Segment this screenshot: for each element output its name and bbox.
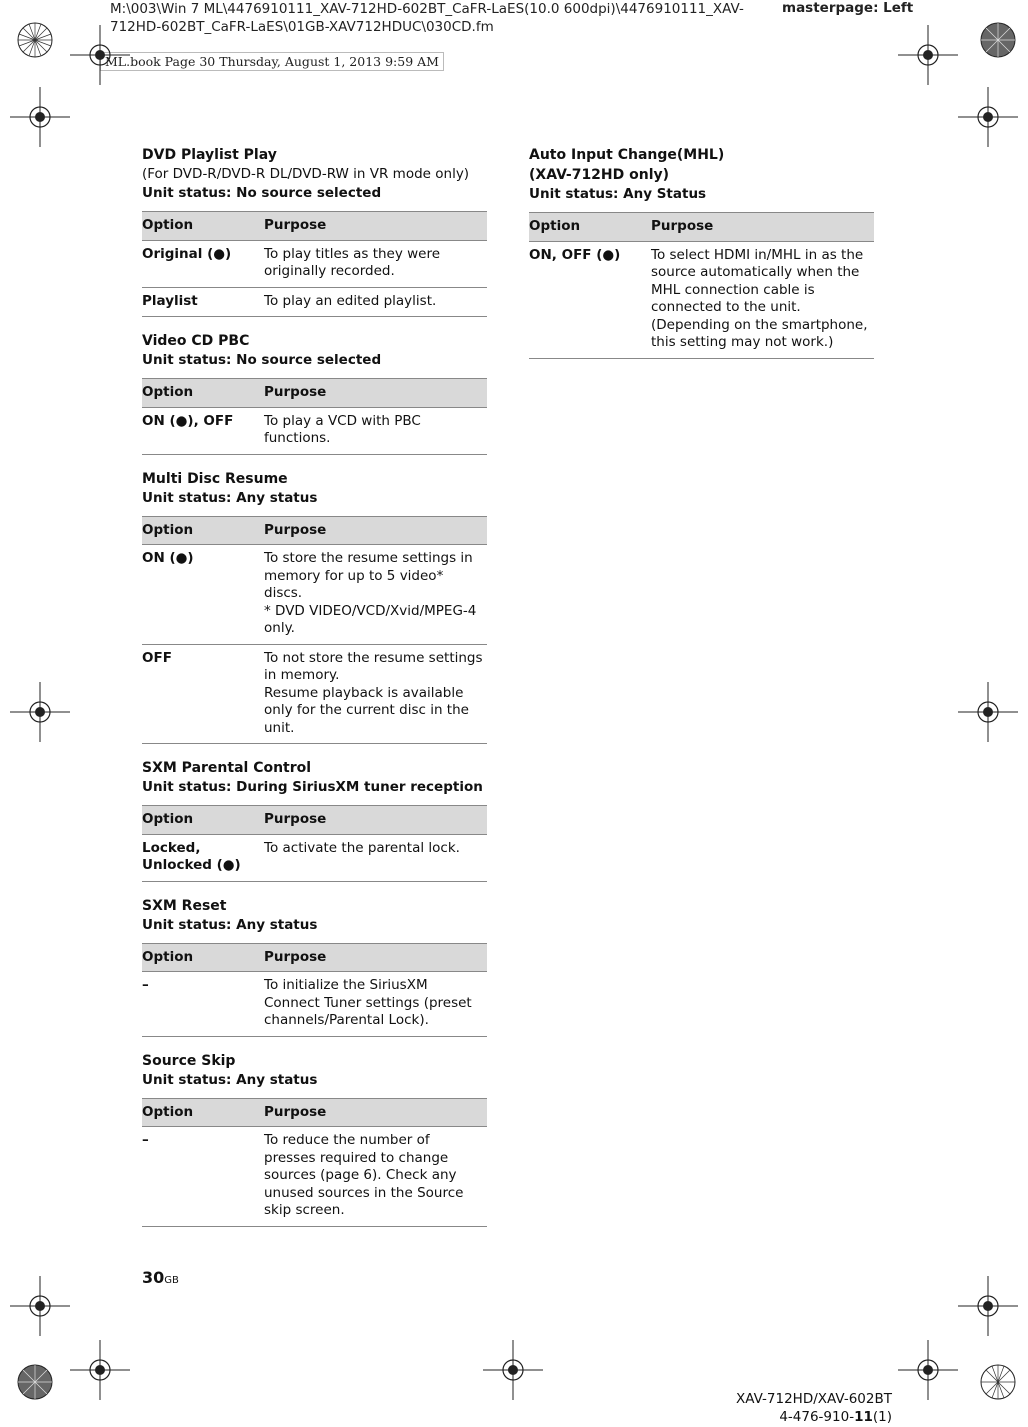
column-header-purpose: Purpose	[264, 212, 487, 241]
masterpage-label: masterpage: Left	[782, 0, 914, 16]
table-row	[142, 834, 487, 881]
page-number-value: 30	[142, 1268, 165, 1287]
option-cell: Original (●)	[142, 240, 264, 287]
column-header-option: Option	[142, 212, 264, 241]
column-header-purpose: Purpose	[264, 379, 487, 408]
registration-mark-icon	[10, 1276, 70, 1336]
registration-mark-icon	[958, 87, 1018, 147]
section-multi-disc-resume	[142, 469, 487, 745]
option-cell: ON (●)	[142, 545, 264, 645]
registration-mark-icon	[958, 1276, 1018, 1336]
section-sxm-parental-control	[142, 758, 487, 882]
file-path-header: M:\003\Win 7 ML\4476910111_XAV-712HD-602BT_CaFR-LaES(10.0 600dpi)\4476910111_XAV-712HD-602BT_CaFR-LaES\01GB-XAV712HDUC\030CD.fm	[110, 1, 744, 35]
purpose-cell: To select HDMI in/MHL in as the source automatically when the MHL connection cable is connected to the unit. (Depending on the smartphone, this setting may not work.)	[651, 241, 874, 358]
unit-status: Unit status: Any status	[142, 916, 318, 933]
crop-mark-icon	[978, 1362, 1018, 1402]
section-title: Multi Disc Resume	[142, 470, 288, 487]
section-auto-input-change	[529, 145, 874, 359]
column-header-purpose: Purpose	[264, 806, 487, 835]
option-cell: ON, OFF (●)	[529, 241, 651, 358]
purpose-cell: To not store the resume settings in memory. Resume playback is available only for the current disc in the unit.	[264, 644, 487, 744]
section-video-cd-pbc	[142, 331, 487, 455]
footer-code-rev: (1)	[872, 1409, 892, 1425]
purpose-cell: To store the resume settings in memory for up to 5 video* discs. * DVD VIDEO/VCD/Xvid/MPEG-4 only.	[264, 545, 487, 645]
purpose-cell: To initialize the SiriusXM Connect Tuner settings (preset channels/Parental Lock).	[264, 972, 487, 1037]
footer-code-bold: 11	[854, 1409, 873, 1425]
section-title: Video CD PBC	[142, 333, 250, 349]
column-header-purpose: Purpose	[264, 943, 487, 972]
crop-mark-icon	[15, 20, 55, 60]
table-row	[142, 1127, 487, 1227]
unit-status: Unit status: Any Status	[529, 186, 707, 202]
unit-status: Unit status: No source selected	[142, 352, 382, 368]
column-header-option: Option	[142, 806, 264, 835]
purpose-cell: To play titles as they were originally recorded.	[264, 240, 487, 287]
crop-mark-icon	[978, 20, 1018, 60]
registration-mark-icon	[483, 1340, 543, 1400]
table-row	[142, 407, 487, 454]
registration-mark-icon	[70, 1340, 130, 1400]
table-row	[142, 644, 487, 744]
footer-code: 4-476-910-	[779, 1409, 855, 1425]
table-row	[529, 241, 874, 358]
option-cell: Playlist	[142, 287, 264, 317]
purpose-cell: To play an edited playlist.	[264, 287, 487, 317]
option-cell: ON (●), OFF	[142, 407, 264, 454]
table-row	[142, 545, 487, 645]
options-table	[142, 805, 487, 882]
section-title: SXM Parental Control	[142, 760, 312, 776]
unit-status: Unit status: Any status	[142, 489, 318, 506]
section-sxm-reset	[142, 896, 487, 1037]
options-table	[142, 1098, 487, 1227]
footer-model: XAV-712HD/XAV-602BT	[735, 1391, 892, 1407]
purpose-cell: To reduce the number of presses required to change sources (page 6). Check any unused sources in the Source skip screen.	[264, 1127, 487, 1227]
unit-status: Unit status: Any status	[142, 1071, 318, 1088]
option-cell: –	[142, 972, 264, 1037]
options-table	[142, 943, 487, 1037]
column-header-purpose: Purpose	[651, 213, 874, 242]
options-table	[142, 211, 487, 317]
options-table	[142, 378, 487, 455]
footer-model-code	[736, 1390, 892, 1426]
book-info-line: ML.book Page 30 Thursday, August 1, 2013 9:59 AM	[100, 52, 444, 71]
unit-status: Unit status: No source selected	[142, 185, 382, 201]
registration-mark-icon	[898, 25, 958, 85]
section-title: DVD Playlist Play	[142, 147, 277, 163]
registration-mark-icon	[70, 25, 130, 85]
page-number	[142, 1268, 179, 1287]
column-header-option: Option	[142, 943, 264, 972]
options-table	[142, 516, 487, 745]
purpose-cell: To play a VCD with PBC functions.	[264, 407, 487, 454]
options-table	[529, 212, 874, 359]
crop-mark-icon	[15, 1362, 55, 1402]
section-subtitle: (For DVD-R/DVD-R DL/DVD-RW in VR mode only)	[142, 166, 470, 182]
page-suffix: GB	[164, 1275, 179, 1286]
column-header-purpose: Purpose	[264, 516, 487, 545]
column-header-option: Option	[142, 379, 264, 408]
right-column	[529, 145, 874, 373]
table-row	[142, 972, 487, 1037]
column-header-option: Option	[529, 213, 651, 242]
registration-mark-icon	[10, 87, 70, 147]
purpose-cell: To activate the parental lock.	[264, 834, 487, 881]
unit-status: Unit status: During SiriusXM tuner reception	[142, 779, 483, 795]
registration-mark-icon	[958, 682, 1018, 742]
section-title: SXM Reset	[142, 897, 227, 914]
column-header-option: Option	[142, 516, 264, 545]
left-column	[142, 145, 487, 1241]
option-cell: OFF	[142, 644, 264, 744]
column-header-option: Option	[142, 1098, 264, 1127]
table-row	[142, 287, 487, 317]
column-header-purpose: Purpose	[264, 1098, 487, 1127]
section-source-skip	[142, 1051, 487, 1227]
option-cell: Locked, Unlocked (●)	[142, 834, 264, 881]
table-row	[142, 240, 487, 287]
section-title: Source Skip	[142, 1052, 236, 1069]
section-dvd-playlist-play	[142, 145, 487, 317]
section-title: Auto Input Change(MHL) (XAV-712HD only)	[529, 147, 725, 183]
footer-code-line	[736, 1408, 892, 1426]
registration-mark-icon	[10, 682, 70, 742]
registration-mark-icon	[898, 1340, 958, 1400]
option-cell: –	[142, 1127, 264, 1227]
